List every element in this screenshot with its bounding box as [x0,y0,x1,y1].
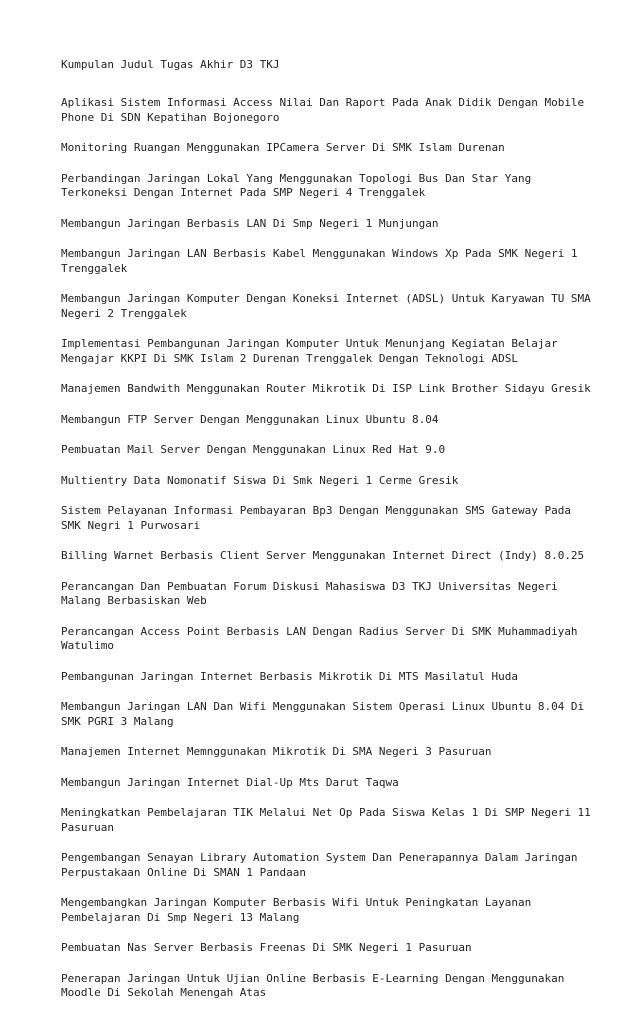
thesis-title-item: Membangun FTP Server Dengan Menggunakan Linux Ubuntu 8.04 [61,412,439,426]
thesis-title-item: Monitoring Ruangan Menggunakan IPCamera Server Di SMK Islam Durenan [61,141,505,154]
thesis-title-item: Pengembangan Senayan Library Automation System Dan Penerapannya Dalam Jaringan Perpustakaan Online Di SMAN 1 Pandaan [61,851,578,879]
thesis-title-list [61,96,601,1001]
thesis-title-item: Implementasi Pembangunan Jaringan Komputer Untuk Menunjang Kegiatan Belajar Mengajar KKPI Di SMK Islam 2 Durenan Trenggalek Dengan Teknologi ADSL [61,337,558,365]
thesis-title-item: Penerapan Jaringan Untuk Ujian Online Berbasis E-Learning Dengan Menggunakan Moodle Di Sekolah Menengah Atas [61,971,565,999]
thesis-title-item: Perancangan Dan Pembuatan Forum Diskusi Mahasiswa D3 TKJ Universitas Negeri Malang Berbasiskan Web [61,579,558,607]
thesis-title-item: Meningkatkan Pembelajaran TIK Melalui Net Op Pada Siswa Kelas 1 Di SMP Negeri 11 Pasuruan [61,806,591,834]
thesis-title-item: Manajemen Bandwith Menggunakan Router Mikrotik Di ISP Link Brother Sidayu Gresik [61,382,591,395]
document-content [61,58,601,1017]
thesis-title-item: Pembuatan Nas Server Berbasis Freenas Di SMK Negeri 1 Pasuruan [61,941,472,954]
thesis-title-item: Multientry Data Nomonatif Siswa Di Smk Negeri 1 Cerme Gresik [61,473,459,487]
thesis-title-item: Membangun Jaringan Berbasis LAN Di Smp Negeri 1 Munjungan [61,216,439,230]
thesis-title-item: Membangun Jaringan LAN Berbasis Kabel Menggunakan Windows Xp Pada SMK Negeri 1 Trenggalek [61,247,578,275]
thesis-title-item: Aplikasi Sistem Informasi Access Nilai Dan Raport Pada Anak Didik Dengan Mobile Phone Di SDN Kepatihan Bojonegoro [61,96,585,124]
thesis-title-item: Manajemen Internet Memnggunakan Mikrotik Di SMA Negeri 3 Pasuruan [61,745,492,758]
thesis-title-item: Perbandingan Jaringan Lokal Yang Menggunakan Topologi Bus Dan Star Yang Terkoneksi Dengan Internet Pada SMP Negeri 4 Trenggalek [61,171,532,199]
thesis-title-item: Mengembangkan Jaringan Komputer Berbasis Wifi Untuk Peningkatan Layanan Pembelajaran Di Smp Negeri 13 Malang [61,896,532,924]
document-title: Kumpulan Judul Tugas Akhir D3 TKJ [61,58,280,71]
thesis-title-item: Membangun Jaringan Komputer Dengan Koneksi Internet (ADSL) Untuk Karyawan TU SMA Negeri 2 Trenggalek [61,292,591,320]
thesis-title-item: Billing Warnet Berbasis Client Server Menggunakan Internet Direct (Indy) 8.0.25 [61,549,585,562]
thesis-title-item: Pembangunan Jaringan Internet Berbasis Mikrotik Di MTS Masilatul Huda [61,669,518,683]
thesis-title-item: Membangun Jaringan LAN Dan Wifi Menggunakan Sistem Operasi Linux Ubuntu 8.04 Di SMK PGRI 3 Malang [61,700,585,728]
thesis-title-item: Pembuatan Mail Server Dengan Menggunakan Linux Red Hat 9.0 [61,443,446,456]
thesis-title-item: Perancangan Access Point Berbasis LAN Dengan Radius Server Di SMK Muhammadiyah Watulimo [61,624,578,652]
thesis-title-item: Membangun Jaringan Internet Dial-Up Mts Darut Taqwa [61,775,399,789]
thesis-title-item: Sistem Pelayanan Informasi Pembayaran Bp3 Dengan Menggunakan SMS Gateway Pada SMK Negri 1 Purwosari [61,504,571,532]
